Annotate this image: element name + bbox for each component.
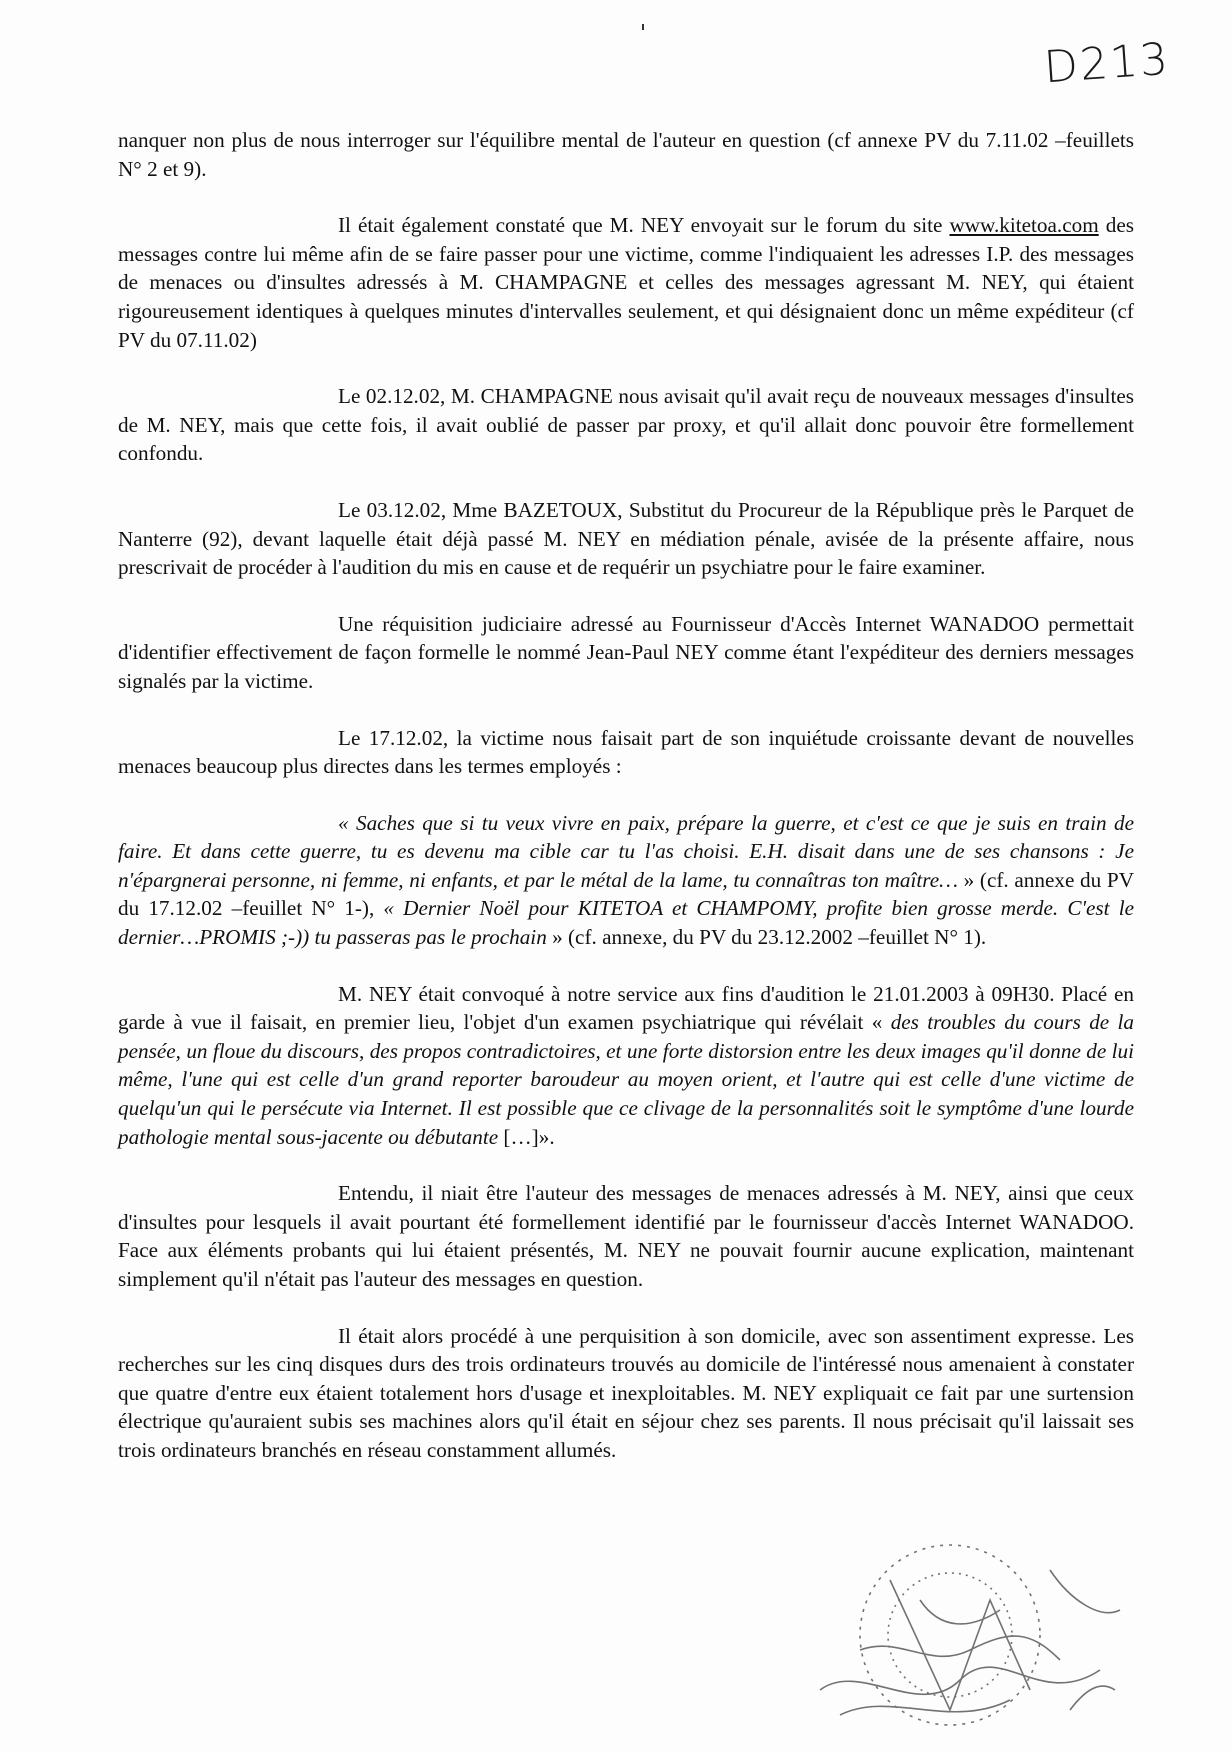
psychiatric-quote: des troubles du cours de la pensée, un floue du discours, des propos contradictoires, et une forte distorsion entre les deux images qu'il donne de lui même, l'une qui est celle d'un grand reporter baroudeur au moyen orient, et l'autre qui est celle d'une victime de quelqu'un qui le persécute via Internet. Il est possible que ce clivage de la personnalités soit le symptôme d'une lourde pathologie mental sous-jacente ou débutante — [118, 1010, 1134, 1149]
paragraph-2-text-a: Il était également constaté que M. NEY envoyait sur le forum du site — [338, 213, 950, 238]
paragraph-2-text-b: des messages contre lui même afin de se faire passer pour une victime, comme l'indiquaient les adresses I.P. des messages de menaces ou d'insultes adressés à M. CHAMPAGNE et celles des messages agressant M. NEY, qui étaient rigoureusement identiques à quelques minutes d'intervalles seulement, et qui désignaient donc un même expéditeur (cf PV du 07.11.02) — [118, 213, 1134, 352]
paragraph-3 — [118, 382, 1134, 468]
official-stamp-icon — [800, 1540, 1130, 1740]
quote-2-reference: » (cf. annexe, du PV du 23.12.2002 –feuillet N° 1). — [546, 925, 987, 950]
paragraph-2 — [118, 211, 1134, 354]
paragraph-4 — [118, 496, 1134, 582]
paragraph-8-text-b: […]». — [498, 1124, 555, 1149]
stray-ink-mark — [642, 24, 644, 30]
paragraph-7-quote — [118, 809, 1134, 952]
paragraph-5-text: Une réquisition judiciaire adressé au Fournisseur d'Accès Internet WANADOO permettait d'identifier effectivement de façon formelle le nommé Jean-Paul NEY comme étant l'expéditeur des derniers messages signalés par la victime. — [118, 611, 1134, 693]
paragraph-5 — [118, 610, 1134, 696]
document-body — [118, 126, 1134, 1493]
page-reference-number: D213 — [1042, 33, 1172, 94]
paragraph-6-text: Le 17.12.02, la victime nous faisait part de son inquiétude croissante devant de nouvelles menaces beaucoup plus directes dans les termes employés : — [118, 725, 1134, 779]
paragraph-9-text: Entendu, il niait être l'auteur des messages de menaces adressés à M. NEY, ainsi que ceux d'insultes pour lesquels il avait pourtant été formellement identifié par le fournisseur d'accès Internet WANADOO. Face aux éléments probants qui lui étaient présentés, M. NEY ne pouvait fournir aucune explication, maintenant simplement qu'il n'était pas l'auteur des messages en question. — [118, 1181, 1134, 1291]
paragraph-3-text: Le 02.12.02, M. CHAMPAGNE nous avisait qu'il avait reçu de nouveaux messages d'insultes de M. NEY, mais que cette fois, il avait oublié de passer par proxy, et qu'il allait donc pouvoir être formellement confondu. — [118, 384, 1134, 466]
quote-1: « Saches que si tu veux vivre en paix, prépare la guerre, et c'est ce que je suis en train de faire. Et dans cette guerre, tu es devenu ma cible car tu l'as choisi. E.H. disait dans une de ses chansons : Je n'épargnerai personne, ni femme, ni enfants, et par le métal de la lame, tu connaîtras ton maître… — [118, 810, 1134, 892]
quote-1-reference: » (cf. annexe du PV du 17.12.02 –feuillet N° 1-), — [118, 867, 1135, 921]
paragraph-10 — [118, 1322, 1134, 1465]
paragraph-8 — [118, 980, 1134, 1152]
paragraph-1 — [118, 126, 1134, 183]
quote-2: « Dernier Noël pour KITETOA et CHAMPOMY, profite bien grosse merde. C'est le dernier…PROMIS ;-)) tu passeras pas le prochain — [118, 896, 1134, 950]
website-link[interactable]: www.kitetoa.com — [949, 213, 1099, 238]
paragraph-8-text-a: M. NEY était convoqué à notre service aux fins d'audition le 21.01.2003 à 09H30. Placé en garde à vue il faisait, en premier lieu, l'objet d'un examen psychiatrique qui révélait « — [118, 981, 1134, 1035]
paragraph-10-text: Il était alors procédé à une perquisition à son domicile, avec son assentiment expresse. Les recherches sur les cinq disques durs des trois ordinateurs trouvés au domicile de l'intéressé nous amenaient à constater que quatre d'entre eux étaient totalement hors d'usage et inexploitables. M. NEY expliquait ce fait par une surtension électrique qu'auraient subis ses machines alors qu'il était en séjour chez ses parents. Il nous précisait qu'il laissait ses trois ordinateurs branchés en réseau constamment allumés. — [118, 1323, 1134, 1462]
paragraph-6 — [118, 724, 1134, 781]
paragraph-1-text: nanquer non plus de nous interroger sur l'équilibre mental de l'auteur en question (cf annexe PV du 7.11.02 –feuillets N° 2 et 9). — [118, 128, 1134, 181]
paragraph-9 — [118, 1179, 1134, 1293]
paragraph-4-text: Le 03.12.02, Mme BAZETOUX, Substitut du Procureur de la République près le Parquet de Nanterre (92), devant laquelle était déjà passé M. NEY en médiation pénale, avisée de la présente affaire, nous prescrivait de procéder à l'audition du mis en cause et de requérir un psychiatre pour le faire examiner. — [118, 497, 1134, 580]
